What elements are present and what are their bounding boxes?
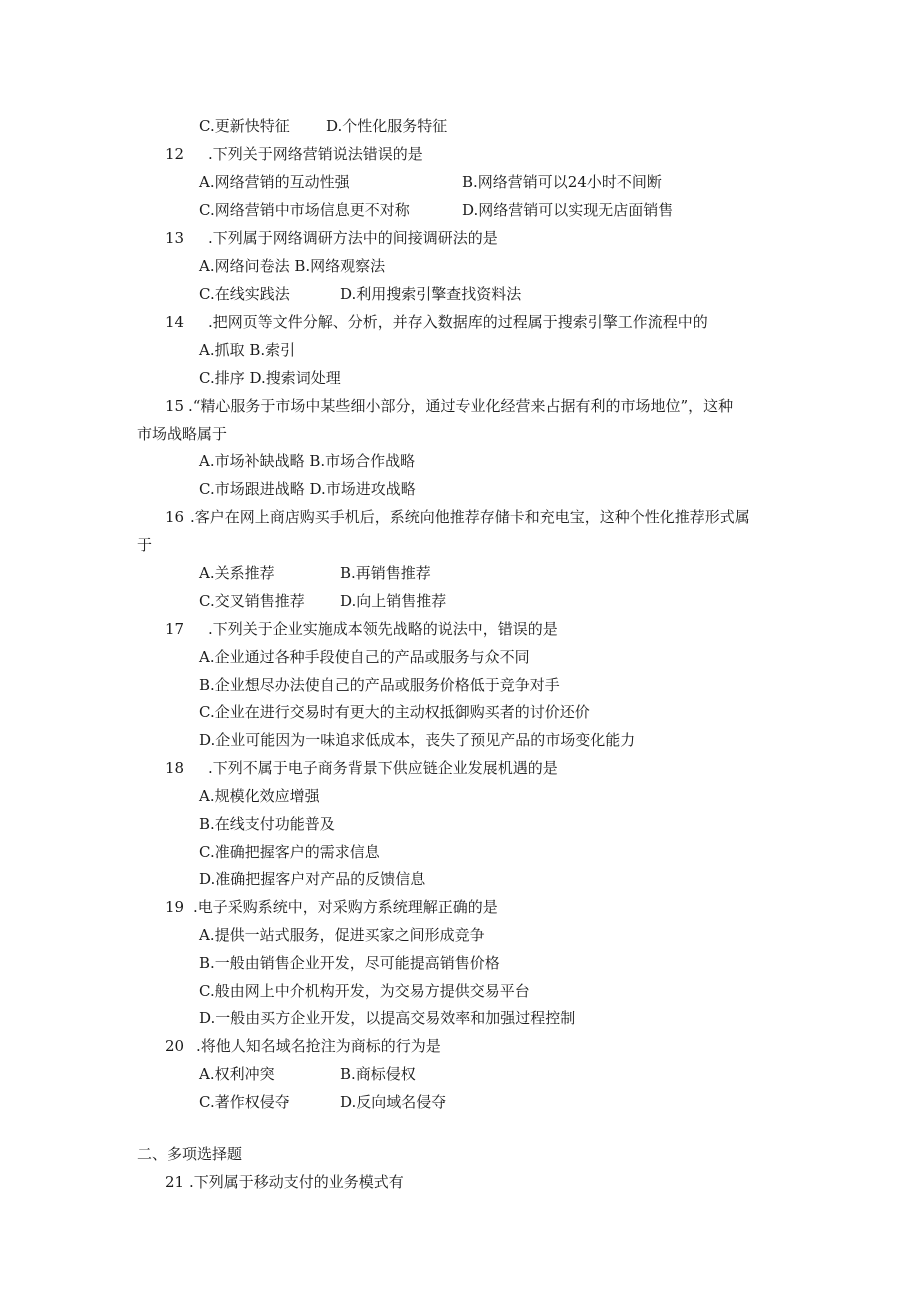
q17-option-c: C.企业在进行交易时有更大的主动权抵御购买者的讨价还价 bbox=[199, 703, 590, 721]
q19-number: 19 bbox=[165, 898, 185, 916]
q18-option-a: A.规模化效应增强 bbox=[199, 787, 320, 805]
q15-stem: .“精心服务于市场中某些细小部分，通过专业化经营来占据有利的市场地位”，这种 bbox=[188, 397, 734, 415]
q13-options-ab: A.网络问卷法 B.网络观察法 bbox=[199, 257, 386, 275]
q12-option-c: C.网络营销中市场信息更不对称 bbox=[199, 201, 410, 219]
q18-option-c: C.准确把握客户的需求信息 bbox=[199, 843, 380, 861]
q20-option-b: B.商标侵权 bbox=[340, 1065, 416, 1083]
q17-number: 17 bbox=[165, 620, 185, 638]
q12-option-b: B.网络营销可以24小时不间断 bbox=[462, 173, 662, 191]
q12-stem: .下列关于网络营销说法错误的是 bbox=[208, 145, 423, 163]
section-heading: 二、多项选择题 bbox=[137, 1145, 243, 1163]
q13-number: 13 bbox=[165, 229, 185, 247]
q17-option-b: B.企业想尽办法使自己的产品或服务价格低于竞争对手 bbox=[199, 676, 560, 694]
q13-option-c: C.在线实践法 bbox=[199, 285, 290, 303]
q16-stem: .客户在网上商店购买手机后，系统向他推荐存储卡和充电宝，这种个性化推荐形式属 bbox=[190, 508, 750, 526]
q20-option-a: A.权利冲突 bbox=[199, 1065, 275, 1083]
q19-option-c: C.般由网上中介机构开发，为交易方提供交易平台 bbox=[199, 982, 530, 1000]
q12-option-d: D.网络营销可以实现无店面销售 bbox=[462, 201, 674, 219]
q15-options-cd: C.市场跟进战略 D.市场进攻战略 bbox=[199, 480, 416, 498]
q19-option-d: D.一般由买方企业开发，以提高交易效率和加强过程控制 bbox=[199, 1009, 576, 1027]
q15-stem-continued: 市场战略属于 bbox=[137, 425, 228, 443]
q18-stem: .下列不属于电子商务背景下供应链企业发展机遇的是 bbox=[208, 759, 558, 777]
q18-number: 18 bbox=[165, 759, 185, 777]
q14-stem: .把网页等文件分解、分析，并存入数据库的过程属于搜索引擎工作流程中的 bbox=[208, 313, 708, 331]
q15-options-ab: A.市场补缺战略 B.市场合作战略 bbox=[199, 452, 416, 470]
q16-option-d: D.向上销售推荐 bbox=[340, 592, 447, 610]
q20-option-c: C.著作权侵夺 bbox=[199, 1093, 290, 1111]
q16-option-c: C.交叉销售推荐 bbox=[199, 592, 305, 610]
q21-number: 21 bbox=[165, 1173, 185, 1191]
q18-option-b: B.在线支付功能普及 bbox=[199, 815, 335, 833]
q17-option-a: A.企业通过各种手段使自己的产品或服务与众不同 bbox=[199, 648, 530, 666]
q17-option-d: D.企业可能因为一味追求低成本，丧失了预见产品的市场变化能力 bbox=[199, 731, 636, 749]
q14-options-ab: A.抓取 B.索引 bbox=[199, 341, 296, 359]
q13-stem: .下列属于网络调研方法中的间接调研法的是 bbox=[208, 229, 498, 247]
q20-number: 20 bbox=[165, 1037, 185, 1055]
q16-option-b: B.再销售推荐 bbox=[340, 564, 431, 582]
q14-number: 14 bbox=[165, 313, 185, 331]
q20-option-d: D.反向域名侵夺 bbox=[340, 1093, 447, 1111]
q21-stem: .下列属于移动支付的业务模式有 bbox=[189, 1173, 404, 1191]
q11-option-d: D.个性化服务特征 bbox=[326, 117, 448, 135]
q17-stem: .下列关于企业实施成本领先战略的说法中，错误的是 bbox=[208, 620, 558, 638]
q12-number: 12 bbox=[165, 145, 185, 163]
q19-option-b: B.一般由销售企业开发，尽可能提高销售价格 bbox=[199, 954, 500, 972]
q20-stem: .将他人知名域名抢注为商标的行为是 bbox=[196, 1037, 441, 1055]
q19-option-a: A.提供一站式服务，促进买家之间形成竞争 bbox=[199, 926, 485, 944]
q11-option-c: C.更新快特征 bbox=[199, 117, 290, 135]
q19-stem: .电子采购系统中，对采购方系统理解正确的是 bbox=[193, 898, 498, 916]
q15-number: 15 bbox=[165, 397, 185, 415]
q18-option-d: D.准确把握客户对产品的反馈信息 bbox=[199, 870, 426, 888]
q16-option-a: A.关系推荐 bbox=[199, 564, 275, 582]
q16-number: 16 bbox=[165, 508, 185, 526]
q13-option-d: D.利用搜索引擎查找资料法 bbox=[340, 285, 522, 303]
q14-options-cd: C.排序 D.搜索词处理 bbox=[199, 369, 341, 387]
q12-option-a: A.网络营销的互动性强 bbox=[199, 173, 350, 191]
q16-stem-continued: 于 bbox=[137, 536, 153, 554]
